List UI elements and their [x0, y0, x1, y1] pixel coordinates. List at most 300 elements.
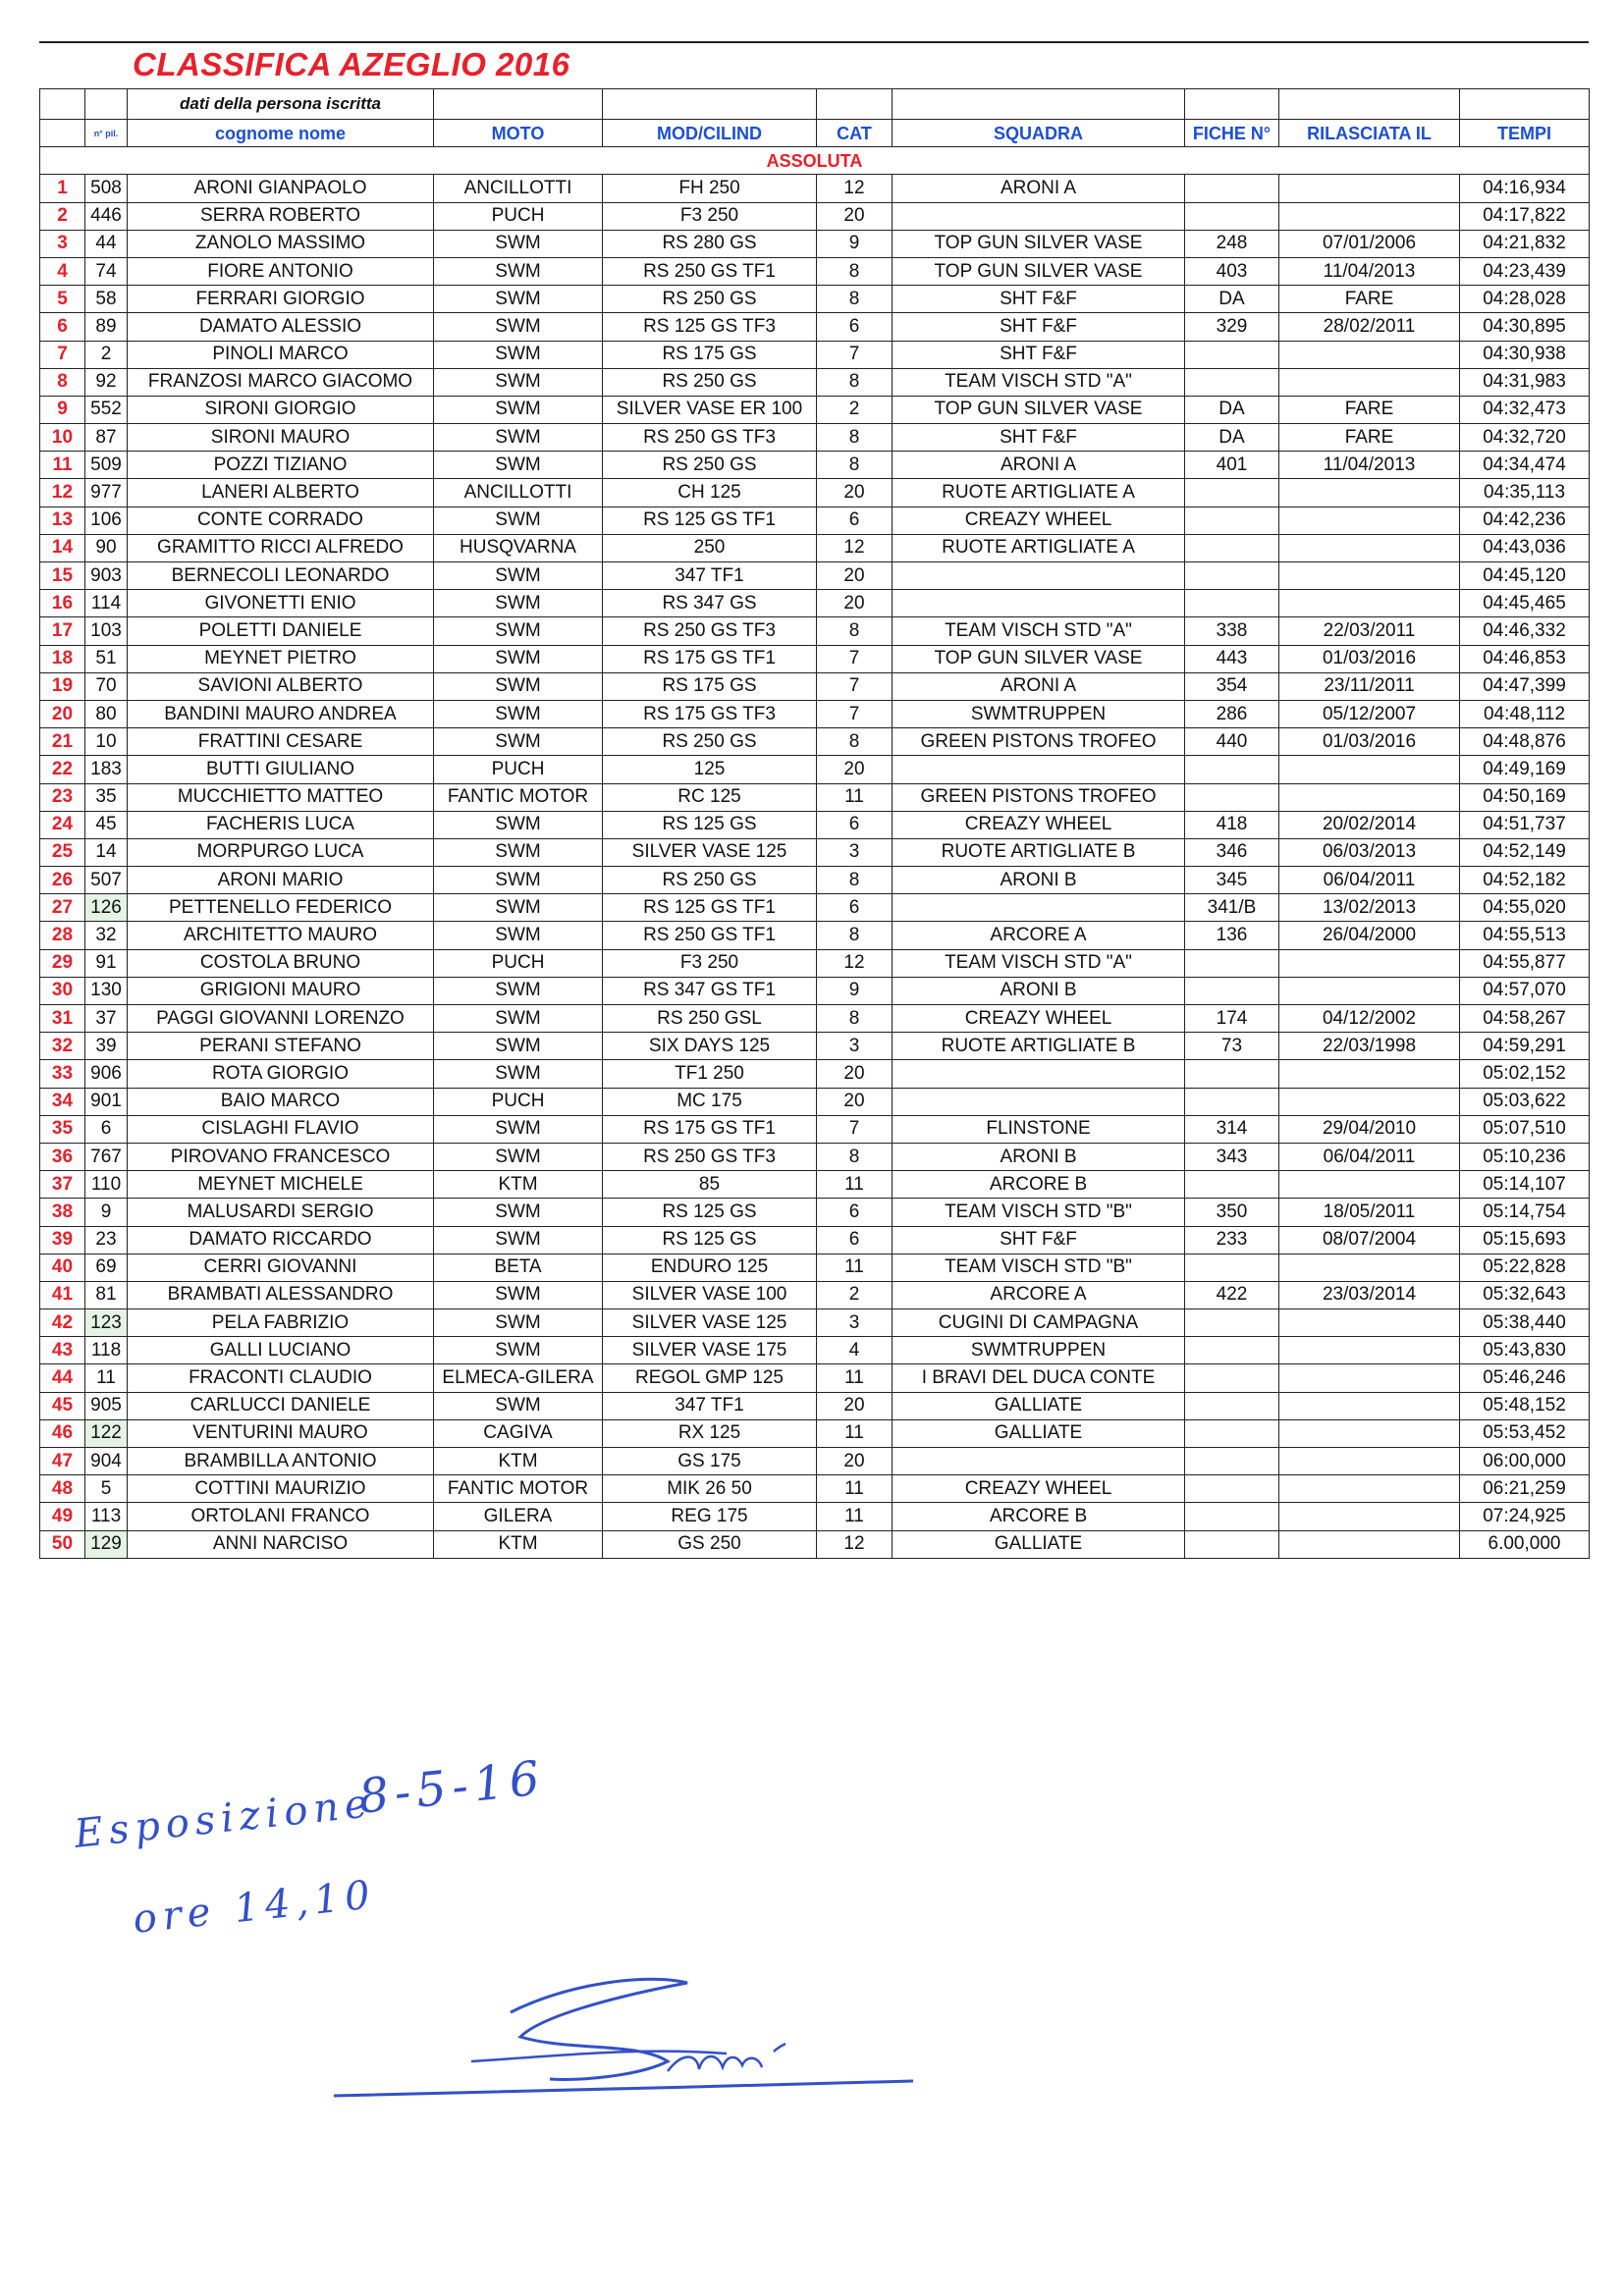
cell-tempi: 04:45,465 — [1460, 590, 1590, 617]
cell-pil: 122 — [85, 1419, 128, 1447]
table-row — [40, 672, 1590, 700]
cell-pos: 41 — [40, 1281, 85, 1308]
cell-tempi: 05:22,828 — [1460, 1254, 1590, 1281]
cell-squadra: SHT F&F — [893, 313, 1185, 341]
cell-rilasciata: 23/11/2011 — [1279, 672, 1460, 700]
cell-moto: HUSQVARNA — [434, 534, 603, 561]
cell-name: MEYNET MICHELE — [128, 1171, 434, 1199]
cell-pil: 39 — [85, 1033, 128, 1060]
header-blank — [603, 89, 817, 120]
cell-moto: SWM — [434, 1337, 603, 1364]
cell-moto: SWM — [434, 838, 603, 866]
cell-pos: 13 — [40, 507, 85, 534]
cell-cat: 12 — [817, 175, 893, 202]
cell-mod: RS 125 GS TF3 — [603, 313, 817, 341]
cell-pos: 15 — [40, 562, 85, 590]
cell-name: MUCCHIETTO MATTEO — [128, 783, 434, 811]
cell-pos: 3 — [40, 230, 85, 257]
header-rilasciata: RILASCIATA IL — [1279, 120, 1460, 147]
cell-cat: 20 — [817, 479, 893, 507]
cell-squadra: FLINSTONE — [893, 1115, 1185, 1143]
cell-fiche — [1185, 1309, 1279, 1337]
cell-fiche — [1185, 1503, 1279, 1530]
cell-cat: 6 — [817, 313, 893, 341]
cell-rilasciata — [1279, 1060, 1460, 1088]
cell-cat: 20 — [817, 1088, 893, 1115]
cell-tempi: 05:32,643 — [1460, 1281, 1590, 1308]
cell-name: FRATTINI CESARE — [128, 728, 434, 756]
cell-rilasciata: 22/03/1998 — [1279, 1033, 1460, 1060]
cell-cat: 4 — [817, 1337, 893, 1364]
cell-squadra: CUGINI DI CAMPAGNA — [893, 1309, 1185, 1337]
cell-name: BRAMBILLA ANTONIO — [128, 1448, 434, 1475]
cell-fiche — [1185, 590, 1279, 617]
table-row — [40, 452, 1590, 479]
cell-mod: SIX DAYS 125 — [603, 1033, 817, 1060]
cell-rilasciata — [1279, 1337, 1460, 1364]
cell-tempi: 04:42,236 — [1460, 507, 1590, 534]
cell-rilasciata: 01/03/2016 — [1279, 728, 1460, 756]
table-row — [40, 202, 1590, 230]
cell-tempi: 05:07,510 — [1460, 1115, 1590, 1143]
cell-rilasciata — [1279, 1309, 1460, 1337]
cell-cat: 8 — [817, 424, 893, 452]
cell-fiche: 338 — [1185, 617, 1279, 645]
cell-cat: 8 — [817, 1143, 893, 1170]
cell-pos: 12 — [40, 479, 85, 507]
cell-moto: SWM — [434, 452, 603, 479]
cell-mod: SILVER VASE 175 — [603, 1337, 817, 1364]
cell-fiche: 440 — [1185, 728, 1279, 756]
cell-rilasciata — [1279, 1475, 1460, 1503]
cell-pos: 2 — [40, 202, 85, 230]
cell-pos: 39 — [40, 1226, 85, 1254]
header-group-label: dati della persona iscritta — [128, 89, 434, 120]
cell-tempi: 04:48,876 — [1460, 728, 1590, 756]
table-row — [40, 1033, 1590, 1060]
cell-squadra: SWMTRUPPEN — [893, 700, 1185, 727]
cell-squadra: TEAM VISCH STD "A" — [893, 617, 1185, 645]
cell-pil: 89 — [85, 313, 128, 341]
cell-moto: SWM — [434, 562, 603, 590]
cell-fiche — [1185, 1419, 1279, 1447]
cell-mod: RS 280 GS — [603, 230, 817, 257]
cell-pos: 20 — [40, 700, 85, 727]
header-blank — [1460, 89, 1590, 120]
cell-pil: 904 — [85, 1448, 128, 1475]
table-row — [40, 479, 1590, 507]
cell-mod: TF1 250 — [603, 1060, 817, 1088]
cell-pos: 6 — [40, 313, 85, 341]
cell-mod: RS 250 GS TF1 — [603, 257, 817, 285]
cell-name: ARONI MARIO — [128, 867, 434, 894]
cell-pos: 45 — [40, 1392, 85, 1419]
header-blank — [434, 89, 603, 120]
section-label: ASSOLUTA — [40, 147, 1590, 175]
cell-cat: 11 — [817, 1503, 893, 1530]
cell-squadra: CREAZY WHEEL — [893, 1005, 1185, 1033]
cell-squadra: ARONI A — [893, 672, 1185, 700]
cell-tempi: 05:10,236 — [1460, 1143, 1590, 1170]
cell-moto: SWM — [434, 922, 603, 949]
cell-pil: 91 — [85, 949, 128, 977]
cell-pil: 58 — [85, 286, 128, 313]
cell-rilasciata — [1279, 1171, 1460, 1199]
cell-pil: 903 — [85, 562, 128, 590]
cell-mod: RS 347 GS TF1 — [603, 977, 817, 1004]
cell-mod: SILVER VASE 100 — [603, 1281, 817, 1308]
cell-fiche: 73 — [1185, 1033, 1279, 1060]
cell-moto: SWM — [434, 1005, 603, 1033]
cell-tempi: 04:21,832 — [1460, 230, 1590, 257]
header-squadra: SQUADRA — [893, 120, 1185, 147]
cell-name: CONTE CORRADO — [128, 507, 434, 534]
cell-cat: 12 — [817, 949, 893, 977]
cell-cat: 6 — [817, 507, 893, 534]
table-row — [40, 894, 1590, 922]
cell-cat: 20 — [817, 590, 893, 617]
cell-pos: 37 — [40, 1171, 85, 1199]
cell-fiche — [1185, 1475, 1279, 1503]
cell-fiche: 343 — [1185, 1143, 1279, 1170]
cell-rilasciata: 22/03/2011 — [1279, 617, 1460, 645]
cell-moto: FANTIC MOTOR — [434, 783, 603, 811]
cell-tempi: 04:45,120 — [1460, 562, 1590, 590]
cell-pil: 130 — [85, 977, 128, 1004]
cell-tempi: 06:00,000 — [1460, 1448, 1590, 1475]
cell-squadra — [893, 1088, 1185, 1115]
header-tempi: TEMPI — [1460, 120, 1590, 147]
cell-moto: SWM — [434, 672, 603, 700]
cell-pil: 90 — [85, 534, 128, 561]
table-row — [40, 1309, 1590, 1337]
cell-name: BANDINI MAURO ANDREA — [128, 700, 434, 727]
cell-pos: 48 — [40, 1475, 85, 1503]
cell-moto: SWM — [434, 1143, 603, 1170]
cell-rilasciata — [1279, 562, 1460, 590]
table-row — [40, 1392, 1590, 1419]
cell-mod: FH 250 — [603, 175, 817, 202]
cell-cat: 6 — [817, 811, 893, 838]
cell-pos: 38 — [40, 1199, 85, 1226]
cell-cat: 8 — [817, 728, 893, 756]
cell-rilasciata: 18/05/2011 — [1279, 1199, 1460, 1226]
cell-moto: SWM — [434, 617, 603, 645]
header-blank — [893, 89, 1185, 120]
cell-pil: 906 — [85, 1060, 128, 1088]
cell-fiche — [1185, 949, 1279, 977]
cell-fiche — [1185, 341, 1279, 368]
table-row — [40, 1199, 1590, 1226]
cell-tempi: 04:46,853 — [1460, 645, 1590, 672]
cell-cat: 11 — [817, 1419, 893, 1447]
cell-mod: SILVER VASE 125 — [603, 838, 817, 866]
cell-rilasciata: 06/04/2011 — [1279, 867, 1460, 894]
cell-fiche: 350 — [1185, 1199, 1279, 1226]
cell-tempi: 04:55,020 — [1460, 894, 1590, 922]
cell-fiche: 422 — [1185, 1281, 1279, 1308]
table-row — [40, 590, 1590, 617]
cell-mod: 85 — [603, 1171, 817, 1199]
cell-mod: RS 175 GS — [603, 341, 817, 368]
cell-pil: 74 — [85, 257, 128, 285]
table-row — [40, 1448, 1590, 1475]
cell-cat: 11 — [817, 783, 893, 811]
cell-name: GRAMITTO RICCI ALFREDO — [128, 534, 434, 561]
table-row — [40, 1226, 1590, 1254]
cell-name: FRANZOSI MARCO GIACOMO — [128, 368, 434, 396]
cell-cat: 3 — [817, 838, 893, 866]
cell-rilasciata: FARE — [1279, 396, 1460, 423]
cell-moto: SWM — [434, 1226, 603, 1254]
cell-pos: 16 — [40, 590, 85, 617]
cell-pil: 901 — [85, 1088, 128, 1115]
cell-rilasciata: 04/12/2002 — [1279, 1005, 1460, 1033]
cell-tempi: 04:23,439 — [1460, 257, 1590, 285]
cell-fiche — [1185, 1392, 1279, 1419]
cell-moto: SWM — [434, 1392, 603, 1419]
cell-mod: RS 250 GS — [603, 867, 817, 894]
cell-name: CISLAGHI FLAVIO — [128, 1115, 434, 1143]
cell-tempi: 05:46,246 — [1460, 1364, 1590, 1392]
cell-moto: SWM — [434, 368, 603, 396]
cell-fiche: DA — [1185, 286, 1279, 313]
cell-cat: 8 — [817, 257, 893, 285]
cell-squadra: TEAM VISCH STD "B" — [893, 1254, 1185, 1281]
cell-mod: RS 175 GS — [603, 672, 817, 700]
table-row — [40, 534, 1590, 561]
cell-fiche — [1185, 1448, 1279, 1475]
cell-fiche — [1185, 368, 1279, 396]
cell-pil: 509 — [85, 452, 128, 479]
cell-mod: GS 175 — [603, 1448, 817, 1475]
cell-moto: KTM — [434, 1530, 603, 1558]
cell-tempi: 04:17,822 — [1460, 202, 1590, 230]
cell-name: SAVIONI ALBERTO — [128, 672, 434, 700]
cell-tempi: 04:30,895 — [1460, 313, 1590, 341]
cell-pos: 33 — [40, 1060, 85, 1088]
cell-pil: 507 — [85, 867, 128, 894]
cell-mod: ENDURO 125 — [603, 1254, 817, 1281]
cell-squadra: TEAM VISCH STD "B" — [893, 1199, 1185, 1226]
cell-tempi: 05:38,440 — [1460, 1309, 1590, 1337]
cell-rilasciata: 20/02/2014 — [1279, 811, 1460, 838]
cell-moto: KTM — [434, 1448, 603, 1475]
cell-pos: 30 — [40, 977, 85, 1004]
cell-tempi: 06:21,259 — [1460, 1475, 1590, 1503]
cell-fiche — [1185, 1364, 1279, 1392]
cell-rilasciata — [1279, 977, 1460, 1004]
cell-fiche — [1185, 1530, 1279, 1558]
cell-fiche — [1185, 756, 1279, 783]
cell-pos: 14 — [40, 534, 85, 561]
cell-squadra: ARONI A — [893, 452, 1185, 479]
cell-pos: 42 — [40, 1309, 85, 1337]
cell-squadra: TOP GUN SILVER VASE — [893, 257, 1185, 285]
cell-squadra: RUOTE ARTIGLIATE A — [893, 534, 1185, 561]
cell-name: ANNI NARCISO — [128, 1530, 434, 1558]
cell-fiche: DA — [1185, 396, 1279, 423]
cell-squadra: SHT F&F — [893, 341, 1185, 368]
cell-rilasciata — [1279, 783, 1460, 811]
cell-cat: 7 — [817, 645, 893, 672]
cell-pos: 18 — [40, 645, 85, 672]
cell-rilasciata: 23/03/2014 — [1279, 1281, 1460, 1308]
table-row — [40, 1143, 1590, 1170]
header-moto: MOTO — [434, 120, 603, 147]
cell-squadra: ARCORE A — [893, 922, 1185, 949]
cell-name: MORPURGO LUCA — [128, 838, 434, 866]
cell-mod: RS 175 GS TF1 — [603, 1115, 817, 1143]
table-row — [40, 230, 1590, 257]
cell-cat: 9 — [817, 230, 893, 257]
table-row — [40, 1364, 1590, 1392]
cell-fiche — [1185, 1088, 1279, 1115]
cell-tempi: 04:35,113 — [1460, 479, 1590, 507]
cell-tempi: 05:15,693 — [1460, 1226, 1590, 1254]
page-title: CLASSIFICA AZEGLIO 2016 — [133, 46, 570, 82]
cell-fiche — [1185, 534, 1279, 561]
cell-tempi: 05:03,622 — [1460, 1088, 1590, 1115]
cell-rilasciata: 05/12/2007 — [1279, 700, 1460, 727]
cell-squadra: TOP GUN SILVER VASE — [893, 645, 1185, 672]
cell-tempi: 6.00,000 — [1460, 1530, 1590, 1558]
cell-pil: 14 — [85, 838, 128, 866]
cell-mod: CH 125 — [603, 479, 817, 507]
cell-moto: ANCILLOTTI — [434, 175, 603, 202]
cell-moto: CAGIVA — [434, 1419, 603, 1447]
cell-fiche: DA — [1185, 424, 1279, 452]
table-row — [40, 1475, 1590, 1503]
cell-name: DAMATO RICCARDO — [128, 1226, 434, 1254]
cell-pos: 28 — [40, 922, 85, 949]
cell-cat: 6 — [817, 894, 893, 922]
table-row — [40, 1254, 1590, 1281]
cell-mod: RS 250 GSL — [603, 1005, 817, 1033]
cell-rilasciata: 13/02/2013 — [1279, 894, 1460, 922]
cell-pil: 106 — [85, 507, 128, 534]
cell-fiche: 286 — [1185, 700, 1279, 727]
cell-pil: 44 — [85, 230, 128, 257]
cell-moto: PUCH — [434, 1088, 603, 1115]
cell-mod: RS 250 GS — [603, 728, 817, 756]
cell-tempi: 04:16,934 — [1460, 175, 1590, 202]
header-blank — [40, 89, 85, 120]
cell-moto: PUCH — [434, 756, 603, 783]
table-row — [40, 922, 1590, 949]
cell-squadra — [893, 562, 1185, 590]
table-row — [40, 313, 1590, 341]
cell-name: FRACONTI CLAUDIO — [128, 1364, 434, 1392]
cell-tempi: 05:48,152 — [1460, 1392, 1590, 1419]
cell-pil: 118 — [85, 1337, 128, 1364]
cell-moto: SWM — [434, 507, 603, 534]
cell-cat: 20 — [817, 1060, 893, 1088]
table-row — [40, 286, 1590, 313]
cell-pil: 10 — [85, 728, 128, 756]
cell-name: FERRARI GIORGIO — [128, 286, 434, 313]
cell-pil: 5 — [85, 1475, 128, 1503]
cell-rilasciata — [1279, 1419, 1460, 1447]
table-row — [40, 368, 1590, 396]
cell-mod: SILVER VASE ER 100 — [603, 396, 817, 423]
cell-moto: SWM — [434, 645, 603, 672]
cell-squadra: GREEN PISTONS TROFEO — [893, 728, 1185, 756]
cell-squadra — [893, 894, 1185, 922]
cell-pos: 19 — [40, 672, 85, 700]
cell-rilasciata — [1279, 756, 1460, 783]
cell-pos: 26 — [40, 867, 85, 894]
cell-pil: 552 — [85, 396, 128, 423]
cell-pos: 32 — [40, 1033, 85, 1060]
cell-fiche — [1185, 1060, 1279, 1088]
cell-fiche — [1185, 977, 1279, 1004]
section-row — [40, 147, 1590, 175]
cell-moto: SWM — [434, 728, 603, 756]
cell-pos: 21 — [40, 728, 85, 756]
cell-pos: 27 — [40, 894, 85, 922]
cell-pos: 17 — [40, 617, 85, 645]
cell-fiche — [1185, 562, 1279, 590]
cell-squadra — [893, 1060, 1185, 1088]
cell-cat: 12 — [817, 1530, 893, 1558]
table-row — [40, 396, 1590, 423]
header-blank — [1279, 89, 1460, 120]
cell-tempi: 04:46,332 — [1460, 617, 1590, 645]
cell-moto: GILERA — [434, 1503, 603, 1530]
cell-mod: RS 347 GS — [603, 590, 817, 617]
table-row — [40, 1171, 1590, 1199]
cell-moto: KTM — [434, 1171, 603, 1199]
cell-rilasciata: 06/04/2011 — [1279, 1143, 1460, 1170]
cell-pil: 977 — [85, 479, 128, 507]
cell-squadra: ARONI B — [893, 867, 1185, 894]
cell-tempi: 04:48,112 — [1460, 700, 1590, 727]
cell-cat: 8 — [817, 286, 893, 313]
cell-rilasciata: 29/04/2010 — [1279, 1115, 1460, 1143]
cell-moto: SWM — [434, 977, 603, 1004]
table-row — [40, 1060, 1590, 1088]
cell-tempi: 04:28,028 — [1460, 286, 1590, 313]
table-row — [40, 1088, 1590, 1115]
cell-name: GIVONETTI ENIO — [128, 590, 434, 617]
cell-rilasciata — [1279, 1530, 1460, 1558]
cell-pos: 5 — [40, 286, 85, 313]
cell-moto: SWM — [434, 341, 603, 368]
cell-pil: 6 — [85, 1115, 128, 1143]
cell-tempi: 04:51,737 — [1460, 811, 1590, 838]
cell-squadra: ARCORE B — [893, 1171, 1185, 1199]
cell-rilasciata — [1279, 507, 1460, 534]
header-blank — [817, 89, 893, 120]
cell-cat: 11 — [817, 1171, 893, 1199]
cell-name: ARONI GIANPAOLO — [128, 175, 434, 202]
cell-rilasciata — [1279, 534, 1460, 561]
cell-tempi: 04:59,291 — [1460, 1033, 1590, 1060]
cell-fiche — [1185, 202, 1279, 230]
cell-pos: 11 — [40, 452, 85, 479]
cell-cat: 20 — [817, 562, 893, 590]
cell-mod: RS 175 GS TF3 — [603, 700, 817, 727]
cell-name: PELA FABRIZIO — [128, 1309, 434, 1337]
cell-pil: 126 — [85, 894, 128, 922]
cell-fiche: 329 — [1185, 313, 1279, 341]
cell-name: POLETTI DANIELE — [128, 617, 434, 645]
cell-rilasciata — [1279, 949, 1460, 977]
header-blank — [1185, 89, 1279, 120]
cell-squadra — [893, 756, 1185, 783]
cell-name: DAMATO ALESSIO — [128, 313, 434, 341]
